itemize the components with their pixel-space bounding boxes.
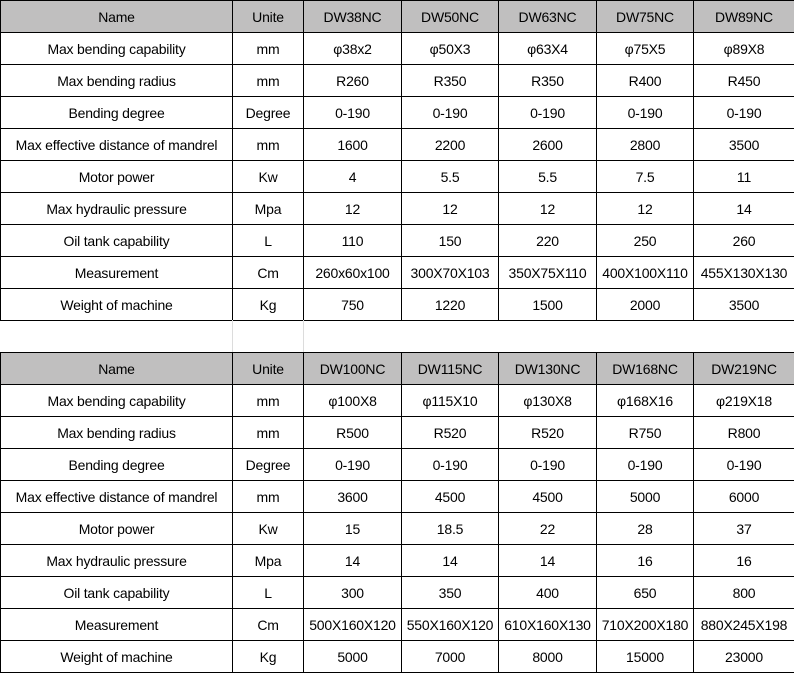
row-unit: mm bbox=[233, 129, 304, 161]
row-unit: L bbox=[233, 577, 304, 609]
table-cell: 750 bbox=[304, 289, 402, 321]
table-cell: 2000 bbox=[597, 289, 694, 321]
table-cell: 6000 bbox=[694, 481, 794, 513]
table-cell: φ38x2 bbox=[304, 33, 402, 65]
table-cell: 0-190 bbox=[304, 97, 402, 129]
table-cell: 4 bbox=[304, 161, 402, 193]
table-row bbox=[1, 129, 794, 161]
column-header-model: DW115NC bbox=[402, 353, 499, 385]
table-cell: 7000 bbox=[402, 641, 499, 673]
table-cell: 16 bbox=[694, 545, 794, 577]
row-label: Bending degree bbox=[1, 97, 233, 129]
table-cell: R500 bbox=[304, 417, 402, 449]
column-header-model: DW219NC bbox=[694, 353, 794, 385]
table-cell: 300X70X103 bbox=[402, 257, 499, 289]
table-cell: R800 bbox=[694, 417, 794, 449]
table-cell: 500X160X120 bbox=[304, 609, 402, 641]
table-cell: 150 bbox=[402, 225, 499, 257]
table-cell: 350 bbox=[402, 577, 499, 609]
table-cell: 0-190 bbox=[694, 449, 794, 481]
table-cell: 0-190 bbox=[402, 449, 499, 481]
table-cell: φ100X8 bbox=[304, 385, 402, 417]
row-label: Max bending radius bbox=[1, 417, 233, 449]
table-cell: R400 bbox=[597, 65, 694, 97]
row-unit: mm bbox=[233, 385, 304, 417]
table-cell: R520 bbox=[402, 417, 499, 449]
table-cell: 710X200X180 bbox=[597, 609, 694, 641]
table-cell: R260 bbox=[304, 65, 402, 97]
row-unit: Kw bbox=[233, 161, 304, 193]
header-row bbox=[1, 353, 794, 385]
table-cell: φ219X18 bbox=[694, 385, 794, 417]
table-cell: 0-190 bbox=[597, 449, 694, 481]
table-row bbox=[1, 641, 794, 673]
row-label: Measurement bbox=[1, 609, 233, 641]
row-unit: L bbox=[233, 225, 304, 257]
table-cell: R450 bbox=[694, 65, 794, 97]
row-label: Motor power bbox=[1, 513, 233, 545]
table-row bbox=[1, 97, 794, 129]
table-cell: 14 bbox=[304, 545, 402, 577]
row-label: Max hydraulic pressure bbox=[1, 193, 233, 225]
table-cell: 11 bbox=[694, 161, 794, 193]
table-cell: 2200 bbox=[402, 129, 499, 161]
table-cell: 1600 bbox=[304, 129, 402, 161]
column-header-model: DW168NC bbox=[597, 353, 694, 385]
column-header-name: Name bbox=[1, 1, 233, 33]
row-label: Max bending capability bbox=[1, 33, 233, 65]
row-unit: Cm bbox=[233, 609, 304, 641]
table-cell: 7.5 bbox=[597, 161, 694, 193]
table-cell: φ130X8 bbox=[499, 385, 597, 417]
table-row bbox=[1, 449, 794, 481]
row-label: Measurement bbox=[1, 257, 233, 289]
column-header-model: DW89NC bbox=[694, 1, 794, 33]
table-cell: 4500 bbox=[402, 481, 499, 513]
table-cell: 3500 bbox=[694, 129, 794, 161]
table-cell: 5.5 bbox=[499, 161, 597, 193]
spec-table-1 bbox=[0, 0, 794, 321]
row-label: Max bending radius bbox=[1, 65, 233, 97]
row-unit: Kw bbox=[233, 513, 304, 545]
column-header-name: Name bbox=[1, 353, 233, 385]
column-header-model: DW130NC bbox=[499, 353, 597, 385]
table-cell: 15000 bbox=[597, 641, 694, 673]
table-cell: 2800 bbox=[597, 129, 694, 161]
table-row bbox=[1, 65, 794, 97]
table-cell: 260x60x100 bbox=[304, 257, 402, 289]
table-cell: 12 bbox=[402, 193, 499, 225]
row-unit: Kg bbox=[233, 641, 304, 673]
table-row bbox=[1, 289, 794, 321]
table-cell: 5000 bbox=[597, 481, 694, 513]
table-row bbox=[1, 161, 794, 193]
table-row bbox=[1, 609, 794, 641]
table-cell: 110 bbox=[304, 225, 402, 257]
row-unit: Degree bbox=[233, 97, 304, 129]
table-cell: φ89X8 bbox=[694, 33, 794, 65]
gap-divider bbox=[232, 320, 233, 352]
table-cell: 550X160X120 bbox=[402, 609, 499, 641]
table-cell: φ115X10 bbox=[402, 385, 499, 417]
table-row bbox=[1, 385, 794, 417]
table-row bbox=[1, 257, 794, 289]
table-cell: 14 bbox=[694, 193, 794, 225]
table-cell: 650 bbox=[597, 577, 694, 609]
row-label: Oil tank capability bbox=[1, 225, 233, 257]
row-label: Max hydraulic pressure bbox=[1, 545, 233, 577]
row-label: Weight of machine bbox=[1, 289, 233, 321]
table-cell: R520 bbox=[499, 417, 597, 449]
table-cell: R350 bbox=[499, 65, 597, 97]
column-header-model: DW38NC bbox=[304, 1, 402, 33]
table-cell: 28 bbox=[597, 513, 694, 545]
row-unit: mm bbox=[233, 417, 304, 449]
table-cell: 350X75X110 bbox=[499, 257, 597, 289]
row-label: Max effective distance of mandrel bbox=[1, 481, 233, 513]
table-row bbox=[1, 33, 794, 65]
table-cell: 400 bbox=[499, 577, 597, 609]
table-cell: 14 bbox=[402, 545, 499, 577]
table-cell: 12 bbox=[499, 193, 597, 225]
column-header-model: DW100NC bbox=[304, 353, 402, 385]
row-unit: Mpa bbox=[233, 545, 304, 577]
table-cell: 0-190 bbox=[499, 97, 597, 129]
table-cell: 880X245X198 bbox=[694, 609, 794, 641]
table-cell: φ168X16 bbox=[597, 385, 694, 417]
table-cell: φ63X4 bbox=[499, 33, 597, 65]
row-label: Max bending capability bbox=[1, 385, 233, 417]
row-label: Max effective distance of mandrel bbox=[1, 129, 233, 161]
table-cell: 4500 bbox=[499, 481, 597, 513]
row-unit: mm bbox=[233, 481, 304, 513]
table-cell: 455X130X130 bbox=[694, 257, 794, 289]
table-gap bbox=[0, 320, 794, 352]
table-cell: 5000 bbox=[304, 641, 402, 673]
row-unit: Cm bbox=[233, 257, 304, 289]
spec-table-2 bbox=[0, 352, 794, 673]
header-row bbox=[1, 1, 794, 33]
row-label: Weight of machine bbox=[1, 641, 233, 673]
table-cell: 3500 bbox=[694, 289, 794, 321]
row-unit: mm bbox=[233, 65, 304, 97]
table-row bbox=[1, 481, 794, 513]
row-unit: Kg bbox=[233, 289, 304, 321]
table-cell: 400X100X110 bbox=[597, 257, 694, 289]
row-label: Motor power bbox=[1, 161, 233, 193]
column-header-model: DW63NC bbox=[499, 1, 597, 33]
table-cell: 18.5 bbox=[402, 513, 499, 545]
row-unit: mm bbox=[233, 33, 304, 65]
table-cell: 1220 bbox=[402, 289, 499, 321]
table-cell: 0-190 bbox=[597, 97, 694, 129]
table-cell: 250 bbox=[597, 225, 694, 257]
table-cell: 0-190 bbox=[402, 97, 499, 129]
table-cell: 14 bbox=[499, 545, 597, 577]
table-cell: 0-190 bbox=[694, 97, 794, 129]
gap-divider bbox=[303, 320, 304, 352]
column-header-model: DW75NC bbox=[597, 1, 694, 33]
table-cell: 800 bbox=[694, 577, 794, 609]
table-cell: 12 bbox=[304, 193, 402, 225]
table-row bbox=[1, 193, 794, 225]
table-cell: 22 bbox=[499, 513, 597, 545]
table-row bbox=[1, 545, 794, 577]
column-header-model: DW50NC bbox=[402, 1, 499, 33]
row-unit: Mpa bbox=[233, 193, 304, 225]
table-row bbox=[1, 577, 794, 609]
table-cell: 16 bbox=[597, 545, 694, 577]
table-cell: R350 bbox=[402, 65, 499, 97]
row-label: Oil tank capability bbox=[1, 577, 233, 609]
table-cell: 37 bbox=[694, 513, 794, 545]
table-cell: φ50X3 bbox=[402, 33, 499, 65]
table-cell: 0-190 bbox=[499, 449, 597, 481]
table-row bbox=[1, 417, 794, 449]
table-cell: 15 bbox=[304, 513, 402, 545]
table-cell: 0-190 bbox=[304, 449, 402, 481]
table-cell: 23000 bbox=[694, 641, 794, 673]
table-cell: 2600 bbox=[499, 129, 597, 161]
table-cell: φ75X5 bbox=[597, 33, 694, 65]
table-cell: 8000 bbox=[499, 641, 597, 673]
table-row bbox=[1, 225, 794, 257]
table-cell: 220 bbox=[499, 225, 597, 257]
table-cell: 300 bbox=[304, 577, 402, 609]
column-header-unit: Unite bbox=[233, 1, 304, 33]
table-cell: R750 bbox=[597, 417, 694, 449]
table-cell: 5.5 bbox=[402, 161, 499, 193]
table-cell: 610X160X130 bbox=[499, 609, 597, 641]
table-row bbox=[1, 513, 794, 545]
table-cell: 3600 bbox=[304, 481, 402, 513]
table-cell: 12 bbox=[597, 193, 694, 225]
row-unit: Degree bbox=[233, 449, 304, 481]
table-cell: 260 bbox=[694, 225, 794, 257]
table-cell: 1500 bbox=[499, 289, 597, 321]
row-label: Bending degree bbox=[1, 449, 233, 481]
column-header-unit: Unite bbox=[233, 353, 304, 385]
